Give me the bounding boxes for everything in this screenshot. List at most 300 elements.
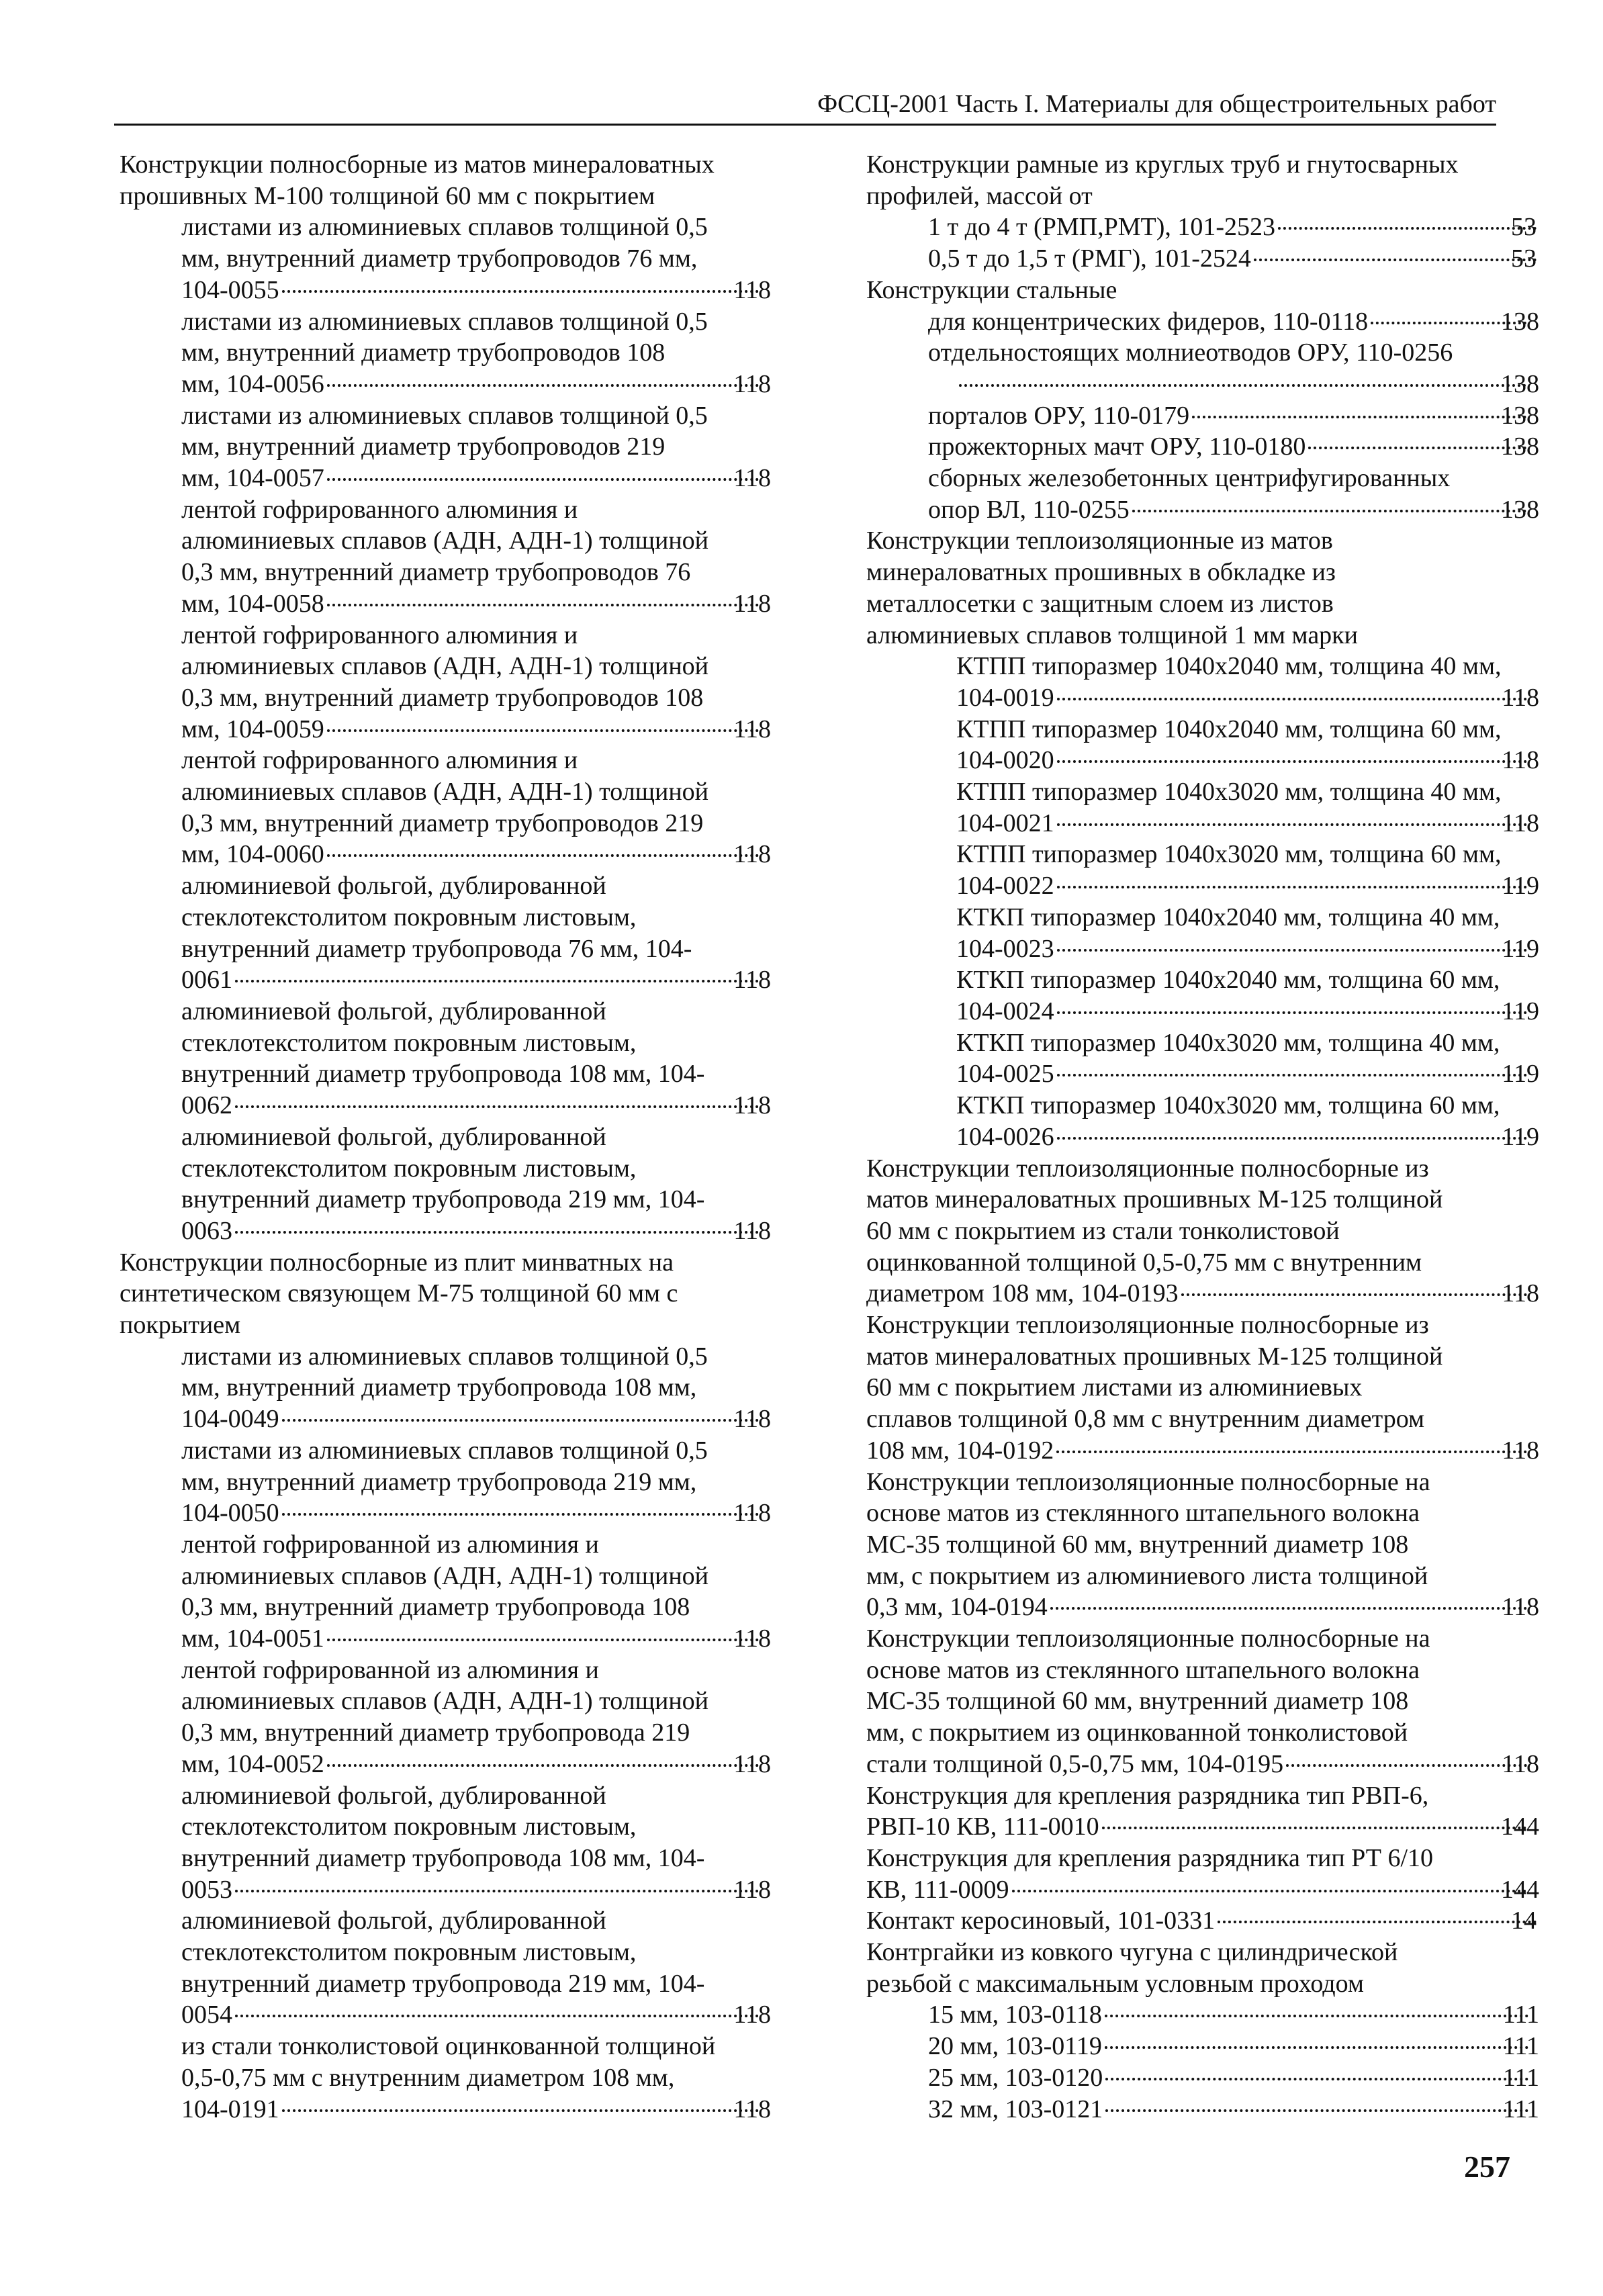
entry-text-line: Контргайки из ковкого чугуна с цилиндрической (866, 1938, 1398, 1967)
index-entry (866, 2062, 1539, 2094)
index-entry (866, 337, 1539, 400)
entry-text-line: синтетическом связующем М-75 толщиной 60 мм с (120, 1279, 678, 1308)
entry-reference-line (956, 808, 1539, 839)
dot-leader (1278, 227, 1537, 230)
entry-reference-line (928, 2031, 1539, 2062)
index-column-right (866, 149, 1539, 2125)
dot-leader (327, 729, 760, 732)
entry-code: 104-0191 (181, 2095, 279, 2123)
entry-code: мм, 104-0056 (181, 369, 324, 398)
entry-reference-line (956, 996, 1539, 1027)
index-entry (866, 1623, 1539, 1780)
dot-leader (282, 1513, 760, 1516)
index-column-left (120, 149, 771, 2125)
entry-reference-line (181, 1215, 771, 1247)
entry-code: КВ, 111-0009 (866, 1875, 1009, 1904)
dot-leader (1056, 1451, 1527, 1453)
entry-text-line: листами из алюминиевых сплавов толщиной 0,5 (181, 1342, 708, 1371)
entry-reference-line: 1 т до 4 т (РМП,РМТ), 101-2523 53 (956, 212, 1539, 243)
entry-code: 0062 (181, 1091, 232, 1120)
entry-code: 104-0026 (956, 1122, 1054, 1151)
entry-text-line: алюминиевой фольгой, дублированной (181, 1907, 606, 1935)
dot-leader (1181, 1293, 1528, 1296)
index-entry (866, 1780, 1539, 1843)
dot-leader (1371, 322, 1526, 324)
dot-leader (327, 1639, 760, 1641)
entry-page-ref: 118 (733, 369, 771, 398)
entry-reference-line (956, 933, 1539, 965)
entry-reference-line (181, 1498, 771, 1529)
entry-text-line: металлосетки с защитным слоем из листов (866, 589, 1334, 618)
entry-reference-line (181, 1623, 771, 1655)
entry-text-line: 60 мм с покрытием листами из алюминиевых (866, 1373, 1363, 1402)
entry-code: 15 мм, 103-0118 (928, 2001, 1102, 2029)
dot-leader (1057, 1011, 1528, 1014)
entry-page-ref: 138 (1501, 369, 1539, 398)
entry-page-ref: 144 (1501, 1812, 1539, 1841)
entry-page-ref: 118 (733, 1749, 771, 1778)
entry-reference-line (866, 1874, 1539, 1906)
entry-text-line: мм, внутренний диаметр трубопроводов 108 (181, 338, 666, 367)
entry-reference-line (181, 2094, 771, 2125)
entry-reference-line (181, 1999, 771, 2031)
dot-leader (1057, 760, 1528, 763)
entry-text-line: лентой гофрированной из алюминия и (181, 1530, 599, 1559)
index-entry (866, 1310, 1539, 1467)
entry-page-ref: 118 (733, 715, 771, 743)
entry-reference-line (866, 1811, 1539, 1843)
dot-leader (1218, 1921, 1537, 1923)
entry-text-line: Конструкции теплоизоляционные полносборные из (866, 1154, 1429, 1183)
index-entry (120, 1435, 771, 1529)
entry-page-ref: 118 (1502, 1593, 1539, 1622)
entry-code: РВП-10 КВ, 111-0010 (866, 1812, 1099, 1841)
index-entry (120, 1341, 771, 1435)
index-entry (866, 714, 1539, 776)
entry-reference-line (956, 682, 1539, 714)
entry-text-line: Конструкции полносборные из плит минватных на (120, 1248, 674, 1277)
entry-code: 108 мм, 104-0192 (866, 1436, 1054, 1465)
entry-page-ref: 111 (1502, 2095, 1539, 2123)
entry-text-line: алюминиевых сплавов (АДН, АДН-1) толщиной (181, 526, 709, 555)
entry-text-line: оцинкованной толщиной 0,5-0,75 мм с внутренним (866, 1248, 1422, 1277)
index-entry (866, 431, 1539, 463)
entry-text-line: мм, внутренний диаметр трубопровода 219 мм, (181, 1467, 697, 1496)
entry-text-line: Конструкция для крепления разрядника тип РВП-6, (866, 1781, 1429, 1810)
dot-leader (1105, 2046, 1528, 2049)
entry-reference-line: Контакт керосиновый, 101-0331 14 (895, 1905, 1539, 1937)
dot-leader (1192, 416, 1526, 418)
entry-text-line: стеклотекстолитом покровным листовым, (181, 1028, 637, 1057)
entry-page-ref: 118 (733, 1875, 771, 1904)
index-entry (866, 1153, 1539, 1310)
entry-text-line: КТКП типоразмер 1040x2040 мм, толщина 40 мм, (956, 903, 1500, 931)
dot-leader (1105, 2109, 1528, 2112)
entry-code: 104-0050 (181, 1499, 279, 1528)
entry-reference-line (181, 275, 771, 306)
index-entry (120, 400, 771, 494)
entry-code: 20 мм, 103-0119 (928, 2032, 1102, 2061)
dot-leader (1057, 886, 1528, 888)
dot-leader (1105, 2015, 1528, 2017)
entry-text-line: Конструкции рамные из круглых труб и гнутосварных (866, 150, 1459, 179)
dot-leader (1105, 2078, 1528, 2080)
entry-text-line: 0,3 мм, внутренний диаметр трубопроводов 219 (181, 809, 704, 837)
entry-reference-line (181, 1404, 771, 1435)
entry-code: 1 т до 4 т (РМП,РМТ), 101-2523 (928, 213, 1276, 242)
entry-page-ref: 118 (733, 275, 771, 304)
entry-text-line: из стали тонколистовой оцинкованной толщиной (181, 2032, 716, 2061)
entry-page-ref: 118 (733, 1499, 771, 1528)
entry-text-line: сборных железобетонных центрифугированных (928, 464, 1451, 493)
entry-code: 0053 (181, 1875, 232, 1904)
entry-code: 104-0055 (181, 275, 279, 304)
entry-code: мм, 104-0057 (181, 464, 324, 493)
dot-leader (1050, 1607, 1528, 1610)
index-entry (866, 902, 1539, 964)
index-entry (866, 651, 1539, 713)
entry-reference-line (928, 1999, 1539, 2031)
dot-leader (1057, 1074, 1528, 1076)
dot-leader (235, 1890, 759, 1892)
entry-text-line: КТПП типоразмер 1040x2040 мм, толщина 60 мм, (956, 715, 1502, 743)
entry-reference-line (181, 1874, 771, 1906)
entry-text-line: алюминиевых сплавов (АДН, АДН-1) толщиной (181, 1687, 709, 1716)
index-entry (866, 1027, 1539, 1090)
dot-leader (1012, 1890, 1526, 1892)
dot-leader (1308, 447, 1526, 449)
index-entry (120, 149, 771, 212)
index-entry (866, 1843, 1539, 1905)
entry-page-ref: 119 (1502, 872, 1539, 901)
dot-leader (1102, 1827, 1526, 1829)
entry-code: мм, 104-0051 (181, 1624, 324, 1653)
dot-leader (1057, 698, 1528, 700)
entry-text-line: КТКП типоразмер 1040x3020 мм, толщина 40 мм, (956, 1028, 1500, 1057)
entry-page-ref: 111 (1502, 2001, 1539, 2029)
entry-text-line: внутренний диаметр трубопровода 76 мм, 104- (181, 934, 692, 963)
entry-text-line: МС-35 толщиной 60 мм, внутренний диаметр 108 (866, 1687, 1409, 1716)
entry-text-line: Конструкции теплоизоляционные из матов (866, 526, 1333, 555)
index-entry (120, 2031, 771, 2125)
entry-text-line: алюминиевых сплавов (АДН, АДН-1) толщиной (181, 1561, 709, 1590)
entry-code: 32 мм, 103-0121 (928, 2095, 1103, 2123)
entry-reference-line (181, 463, 771, 494)
entry-text-line: листами из алюминиевых сплавов толщиной 0,5 (181, 307, 708, 336)
entry-code: порталов ОРУ, 110-0179 (928, 401, 1190, 430)
dot-leader (282, 2109, 760, 2112)
entry-reference-line (956, 1121, 1539, 1153)
entry-page-ref: 118 (733, 589, 771, 618)
index-entry (120, 620, 771, 745)
entry-page-ref: 118 (733, 2001, 771, 2029)
index-entry (866, 525, 1539, 651)
entry-text-line: алюминиевых сплавов (АДН, АДН-1) толщиной (181, 652, 709, 681)
entry-page-ref: 118 (733, 966, 771, 995)
index-entry (120, 1247, 771, 1341)
entry-text-line: 0,3 мм, внутренний диаметр трубопровода 219 (181, 1718, 690, 1747)
entry-reference-line: 0,5 т до 1,5 т (РМГ), 101-2524 53 (956, 243, 1539, 275)
entry-text-line: КТПП типоразмер 1040x3020 мм, толщина 60 мм, (956, 840, 1502, 869)
entry-text-line: МС-35 толщиной 60 мм, внутренний диаметр 108 (866, 1530, 1409, 1559)
entry-code: 0061 (181, 966, 232, 995)
dot-leader (1057, 949, 1528, 952)
entry-text-line: 60 мм с покрытием из стали тонколистовой (866, 1216, 1340, 1245)
index-entry (120, 212, 771, 306)
entry-text-line: КТПП типоразмер 1040x2040 мм, толщина 40 мм, (956, 652, 1502, 681)
entry-code: 104-0022 (956, 872, 1054, 901)
dot-leader (282, 290, 760, 293)
entry-code: прожекторных мачт ОРУ, 110-0180 (928, 432, 1306, 461)
page-header (114, 87, 1496, 126)
entry-text-line: минераловатных прошивных в обкладке из (866, 558, 1336, 587)
dot-leader (235, 980, 759, 982)
index-entry (120, 494, 771, 620)
entry-code: 104-0020 (956, 746, 1054, 775)
index-entry (866, 463, 1539, 525)
index-entry (120, 996, 771, 1121)
entry-page-ref: 118 (1502, 683, 1539, 712)
entry-reference-line (928, 2094, 1539, 2125)
dot-leader (327, 384, 760, 387)
entry-page-ref: 144 (1501, 1875, 1539, 1904)
entry-code: 104-0025 (956, 1060, 1054, 1089)
entry-text-line: внутренний диаметр трубопровода 108 мм, 104- (181, 1060, 705, 1089)
entry-code: стали толщиной 0,5-0,75 мм, 104-0195 (866, 1749, 1284, 1778)
entry-page-ref: 119 (1502, 997, 1539, 1025)
index-entry (120, 1529, 771, 1655)
entry-reference-line (956, 745, 1539, 776)
dot-leader (235, 1105, 759, 1108)
entry-code: диаметром 108 мм, 104-0193 (866, 1279, 1179, 1308)
entry-text-line: 0,3 мм, внутренний диаметр трубопровода 108 (181, 1593, 690, 1622)
entry-code: 104-0023 (956, 934, 1054, 963)
entry-reference-line (956, 369, 1539, 400)
entry-text-line: мм, с покрытием из алюминиевого листа толщиной (866, 1561, 1428, 1590)
entry-reference-line (181, 1090, 771, 1121)
entry-text-line: алюминиевых сплавов (АДН, АДН-1) толщиной (181, 778, 709, 807)
entry-text-line: покрытием (120, 1311, 241, 1340)
entry-page-ref: 119 (1502, 1060, 1539, 1089)
entry-text-line: Конструкции теплоизоляционные полносборные на (866, 1624, 1430, 1653)
entry-text-line: алюминиевой фольгой, дублированной (181, 997, 606, 1025)
dot-leader (282, 1419, 760, 1422)
entry-text-line: матов минераловатных прошивных М-125 толщиной (866, 1185, 1443, 1214)
entry-text-line: основе матов из стеклянного штапельного волокна (866, 1655, 1420, 1684)
entry-text-line: алюминиевых сплавов толщиной 1 мм марки (866, 621, 1358, 649)
index-entry (866, 243, 1539, 275)
entry-reference-line (181, 1749, 771, 1780)
entry-code: 104-0019 (956, 683, 1054, 712)
dot-leader (235, 1231, 759, 1234)
entry-reference-line (866, 1592, 1539, 1623)
entry-text-line: алюминиевой фольгой, дублированной (181, 872, 606, 901)
index-entry (866, 1937, 1539, 1999)
index-entry (866, 275, 1539, 306)
entry-reference-line (956, 870, 1539, 902)
dot-leader (1132, 510, 1526, 512)
entry-text-line: стеклотекстолитом покровным листовым, (181, 903, 637, 931)
entry-code: для концентрических фидеров, 110-0118 (928, 307, 1369, 336)
index-entry (866, 149, 1539, 212)
entry-page-ref: 118 (733, 1405, 771, 1434)
entry-text-line: 0,3 мм, внутренний диаметр трубопроводов 108 (181, 683, 704, 712)
entry-code: мм, 104-0059 (181, 715, 324, 743)
dot-leader (327, 604, 760, 606)
entry-text-line: КТКП типоразмер 1040x2040 мм, толщина 60 мм, (956, 966, 1500, 995)
entry-page-ref: 118 (733, 1091, 771, 1120)
dot-leader (1254, 259, 1537, 261)
entry-text-line: основе матов из стеклянного штапельного волокна (866, 1499, 1420, 1528)
entry-text-line: внутренний диаметр трубопровода 219 мм, 104- (181, 1969, 705, 1998)
entry-text-line: мм, с покрытием из оцинкованной тонколистовой (866, 1718, 1408, 1747)
entry-reference-line (956, 1058, 1539, 1090)
entry-reference-line (866, 1435, 1539, 1467)
entry-page-ref: 118 (733, 1216, 771, 1245)
entry-code: 104-0021 (956, 809, 1054, 837)
entry-text-line: 0,3 мм, внутренний диаметр трубопроводов 76 (181, 558, 691, 587)
dot-leader (1057, 1137, 1528, 1140)
entry-text-line: 0,5-0,75 мм с внутренним диаметром 108 мм, (181, 2063, 675, 2092)
entry-code: опор ВЛ, 110-0255 (928, 495, 1130, 524)
entry-text-line: лентой гофрированного алюминия и (181, 495, 578, 524)
index-entry (866, 306, 1539, 338)
entry-text-line: сплавов толщиной 0,8 мм с внутренним диаметром (866, 1405, 1425, 1434)
dot-leader (1057, 823, 1528, 826)
entry-code: 0054 (181, 2001, 232, 2029)
dot-leader (327, 478, 760, 481)
entry-page-ref: 119 (1502, 1122, 1539, 1151)
entry-reference-line (181, 588, 771, 620)
index-entry (120, 1121, 771, 1247)
entry-page-ref: 138 (1501, 495, 1539, 524)
dot-leader (327, 1764, 760, 1767)
entry-page-ref: 111 (1502, 2032, 1539, 2061)
index-entry (866, 776, 1539, 839)
index-entry (120, 1655, 771, 1780)
entry-code: мм, 104-0060 (181, 840, 324, 869)
entry-text-line: стеклотекстолитом покровным листовым, (181, 1938, 637, 1967)
entry-code: Контакт керосиновый, 101-0331 (866, 1907, 1216, 1935)
entry-code: 0,3 мм, 104-0194 (866, 1593, 1048, 1622)
entry-code: 104-0049 (181, 1405, 279, 1434)
entry-reference-line (181, 369, 771, 400)
entry-text-line: мм, внутренний диаметр трубопроводов 219 (181, 432, 666, 461)
entry-code: 104-0024 (956, 997, 1054, 1025)
entry-text-line: алюминиевой фольгой, дублированной (181, 1781, 606, 1810)
entry-page-ref: 118 (1502, 1436, 1539, 1465)
header-title: ФССЦ-2001 Часть I. Материалы для общестроительных работ (817, 90, 1496, 118)
entry-reference-line (866, 1278, 1539, 1310)
entry-text-line: мм, внутренний диаметр трубопроводов 76 мм, (181, 244, 698, 273)
entry-page-ref: 118 (733, 2095, 771, 2123)
entry-text-line: резьбой с максимальным условным проходом (866, 1969, 1364, 1998)
entry-text-line: Конструкции теплоизоляционные полносборные из (866, 1311, 1429, 1340)
entry-page-ref: 138 (1501, 432, 1539, 461)
entry-page-ref: 118 (1502, 1279, 1539, 1308)
index-entry (866, 2094, 1539, 2125)
entry-code: 25 мм, 103-0120 (928, 2063, 1103, 2092)
index-entry (866, 212, 1539, 243)
entry-text-line: отдельностоящих молниеотводов ОРУ, 110-0256 (928, 338, 1453, 367)
dot-leader (235, 2015, 759, 2017)
entry-code: 0063 (181, 1216, 232, 1245)
entry-text-line: мм, внутренний диаметр трубопровода 108 мм, (181, 1373, 697, 1402)
entry-reference-line (181, 964, 771, 996)
entry-text-line: листами из алюминиевых сплавов толщиной 0,5 (181, 1436, 708, 1465)
entry-code: мм, 104-0052 (181, 1749, 324, 1778)
entry-text-line: матов минераловатных прошивных М-125 толщиной (866, 1342, 1443, 1371)
entry-reference-line (181, 714, 771, 745)
entry-page-ref: 118 (733, 1624, 771, 1653)
index-entry (120, 870, 771, 996)
entry-code: 0,5 т до 1,5 т (РМГ), 101-2524 (928, 244, 1251, 273)
index-entry (866, 1905, 1539, 1937)
entry-page-ref: 138 (1501, 307, 1539, 336)
entry-text-line: внутренний диаметр трубопровода 219 мм, 104- (181, 1185, 705, 1214)
entry-text-line: профилей, массой от (866, 181, 1093, 210)
entry-page-ref: 111 (1502, 2063, 1539, 2092)
entry-reference-line (181, 839, 771, 870)
index-entry (866, 1090, 1539, 1152)
entry-page-ref: 118 (733, 464, 771, 493)
entry-text-line: стеклотекстолитом покровным листовым, (181, 1154, 637, 1183)
index-entry (120, 745, 771, 870)
entry-reference-line (928, 306, 1539, 338)
entry-text-line: Конструкции стальные (866, 275, 1117, 304)
entry-text-line: внутренний диаметр трубопровода 108 мм, 104- (181, 1843, 705, 1872)
entry-page-ref: 119 (1502, 934, 1539, 963)
entry-text-line: прошивных М-100 толщиной 60 мм с покрытием (120, 181, 655, 210)
entry-text-line: листами из алюминиевых сплавов толщиной 0,5 (181, 213, 708, 242)
entry-reference-line (928, 2062, 1539, 2094)
entry-page-ref: 118 (1502, 809, 1539, 837)
index-entry (866, 1999, 1539, 2031)
entry-reference-line (928, 400, 1539, 432)
entry-text-line: Конструкции теплоизоляционные полносборные на (866, 1467, 1430, 1496)
entry-text-line: лентой гофрированного алюминия и (181, 621, 578, 649)
page-number: 257 (1464, 2150, 1510, 2184)
entry-text-line: лентой гофрированной из алюминия и (181, 1655, 599, 1684)
entry-page-ref: 138 (1501, 401, 1539, 430)
dot-leader (959, 384, 1526, 387)
entry-text-line: КТКП типоразмер 1040x3020 мм, толщина 60 мм, (956, 1091, 1500, 1120)
dot-leader (327, 854, 760, 857)
entry-reference-line (866, 1749, 1539, 1780)
entry-reference-line (928, 494, 1539, 526)
entry-text-line: стеклотекстолитом покровным листовым, (181, 1812, 637, 1841)
entry-text-line: листами из алюминиевых сплавов толщиной 0,5 (181, 401, 708, 430)
index-entry (120, 306, 771, 400)
dot-leader (1286, 1764, 1527, 1767)
entry-text-line: Конструкция для крепления разрядника тип РТ 6/10 (866, 1843, 1434, 1872)
entry-page-ref: 118 (1502, 1749, 1539, 1778)
entry-reference-line (928, 431, 1539, 463)
index-entry (866, 2031, 1539, 2062)
index-entry (866, 400, 1539, 432)
index-entry (866, 964, 1539, 1027)
index-entry (120, 1780, 771, 1906)
entry-text-line: алюминиевой фольгой, дублированной (181, 1122, 606, 1151)
entry-text-line: Конструкции полносборные из матов минераловатных (120, 150, 715, 179)
index-entry (120, 1905, 771, 2031)
entry-page-ref: 118 (733, 840, 771, 869)
entry-code: мм, 104-0058 (181, 589, 324, 618)
entry-text-line: лентой гофрированного алюминия и (181, 746, 578, 775)
entry-page-ref: 118 (1502, 746, 1539, 775)
index-entry (866, 839, 1539, 901)
entry-text-line: КТПП типоразмер 1040x3020 мм, толщина 40 мм, (956, 778, 1502, 807)
